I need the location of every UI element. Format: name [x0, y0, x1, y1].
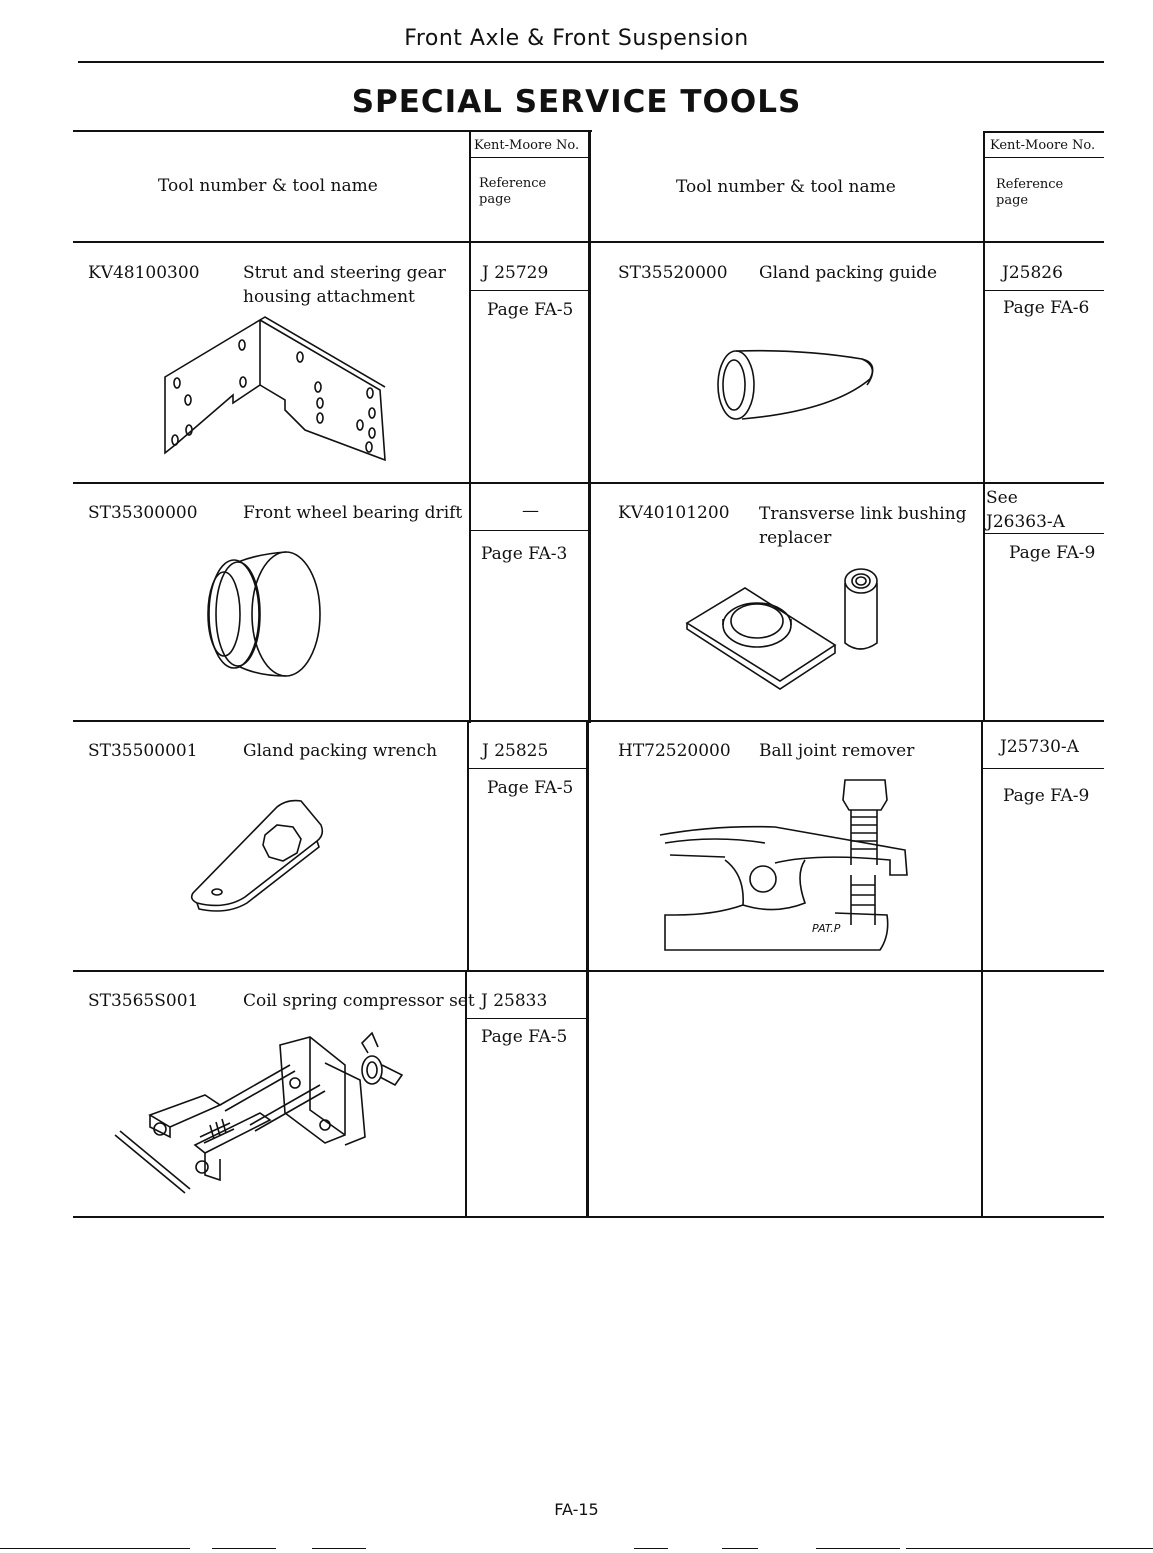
reference-page: Page FA-5: [487, 778, 574, 798]
kent-moore-number: [986, 486, 1065, 534]
tool-name: [759, 739, 914, 763]
row2-km-divider: [470, 530, 588, 531]
tool-name-line1: Transverse link bushing: [759, 504, 967, 524]
tool-name-line1: Strut and steering gear: [243, 263, 446, 283]
row3-km-divider-right: [983, 768, 1104, 769]
table-top-rule-left: [73, 130, 592, 132]
row1-km-divider-right: [983, 290, 1104, 291]
spring-compressor-icon: [110, 1025, 430, 1200]
reference-label: Reference: [996, 177, 1064, 192]
right-km-col-rule-lower: [981, 720, 983, 1218]
tool-number: ST35500001: [88, 741, 198, 761]
pat-stamp: PAT.P: [812, 922, 841, 935]
row1-km-divider: [470, 290, 588, 291]
edge-mark: [0, 1548, 190, 1549]
tool-name-line1: Coil spring compressor set: [243, 991, 475, 1011]
right-tool-column-header: Tool number & tool name: [676, 177, 896, 197]
tool-name: [759, 261, 937, 285]
page-label: page: [479, 192, 512, 207]
left-km-col-rule-mid: [467, 720, 469, 972]
reference-page: Page FA-5: [487, 300, 574, 320]
km-divider-right: [983, 157, 1104, 158]
table-top-rule-right: [983, 131, 1104, 133]
reference-page: Page FA-9: [1009, 543, 1096, 563]
left-km-col-rule-upper: [469, 131, 471, 723]
tool-name-line2: housing attachment: [243, 287, 415, 307]
edge-mark: [312, 1548, 366, 1549]
kent-moore-line1: See: [986, 488, 1018, 508]
edge-mark: [722, 1548, 758, 1549]
page-title: SPECIAL SERVICE TOOLS: [351, 84, 802, 120]
reference-label: Reference: [479, 176, 547, 191]
tool-name-line2: replacer: [759, 528, 832, 548]
tool-name: [243, 261, 446, 309]
row4-km-divider: [466, 1018, 586, 1019]
reference-page: Page FA-5: [481, 1027, 568, 1047]
edge-mark: [634, 1548, 668, 1549]
kent-moore-number: J 25729: [482, 263, 549, 283]
tool-name-line1: Gland packing wrench: [243, 741, 438, 761]
tool-name: [243, 989, 475, 1013]
header-rule: [78, 61, 1104, 63]
kent-moore-number: [1002, 261, 1063, 285]
tool-number: KV48100300: [88, 263, 200, 283]
kent-moore-line1: J25826: [1002, 263, 1063, 283]
km-divider-left: [470, 157, 588, 158]
right-km-col-rule-upper: [983, 131, 985, 721]
kent-moore-number: J 25833: [481, 991, 548, 1011]
ball-joint-remover-icon: [655, 775, 910, 960]
kent-moore-number: —: [522, 501, 539, 521]
edge-mark: [816, 1548, 900, 1549]
left-tool-column-header: Tool number & tool name: [158, 176, 378, 196]
bushing-replacer-icon: [685, 563, 890, 693]
edge-mark: [906, 1548, 1153, 1549]
left-kent-moore-header: Kent-Moore No.: [474, 138, 580, 153]
edge-mark: [212, 1548, 276, 1549]
center-divider-lower: [586, 720, 589, 1218]
tool-number: HT72520000: [618, 741, 731, 761]
row3-km-divider: [468, 768, 588, 769]
section-title: Front Axle & Front Suspension: [404, 26, 749, 51]
reference-page: Page FA-3: [481, 544, 568, 564]
kent-moore-line1: J25730-A: [1000, 737, 1079, 757]
tool-number: KV40101200: [618, 503, 730, 523]
tool-name-line1: Gland packing guide: [759, 263, 938, 283]
kent-moore-line2: J26363-A: [986, 512, 1065, 532]
center-divider-upper: [588, 131, 591, 723]
gland-wrench-icon: [185, 795, 330, 915]
tool-number: ST35520000: [618, 263, 728, 283]
left-reference-header: [479, 176, 546, 208]
tool-name-line1: Ball joint remover: [759, 741, 915, 761]
tool-name: [759, 502, 967, 550]
right-kent-moore-header: Kent-Moore No.: [990, 138, 1096, 153]
tool-name: [243, 501, 462, 525]
tool-name-line1: Front wheel bearing drift: [243, 503, 463, 523]
page-label: page: [996, 193, 1029, 208]
strut-attachment-icon: [155, 315, 395, 465]
tool-number: ST3565S001: [88, 991, 199, 1011]
kent-moore-number: J 25825: [482, 741, 549, 761]
tool-number: ST35300000: [88, 503, 198, 523]
right-reference-header: [996, 177, 1063, 209]
tool-name: [243, 739, 437, 763]
bearing-drift-icon: [198, 548, 328, 680]
gland-guide-icon: [712, 345, 882, 425]
reference-page: Page FA-6: [1003, 298, 1090, 318]
reference-page: Page FA-9: [1003, 786, 1090, 806]
page-number: FA-15: [554, 1500, 599, 1519]
kent-moore-number: [1000, 735, 1079, 759]
